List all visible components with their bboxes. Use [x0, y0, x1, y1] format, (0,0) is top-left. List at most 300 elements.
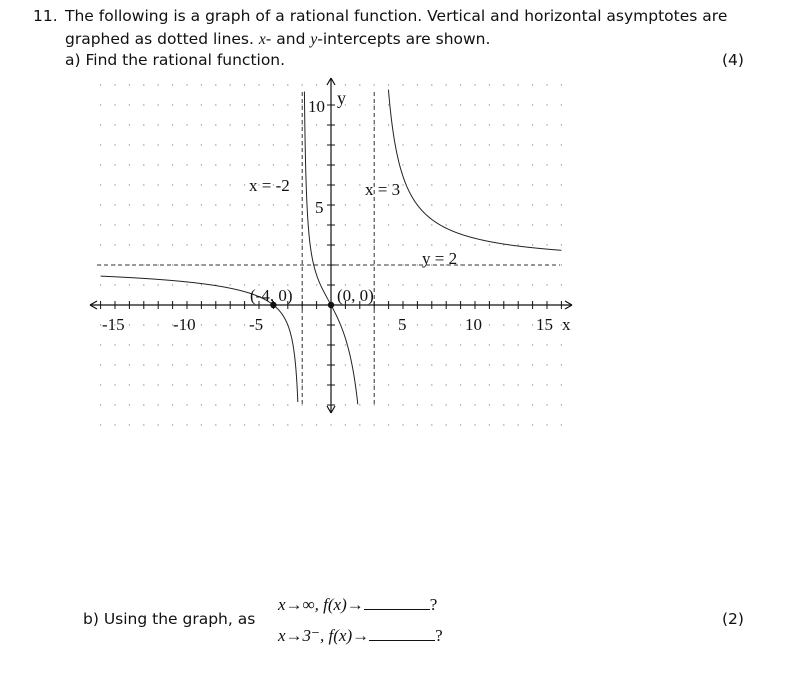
grid-dot — [258, 364, 259, 365]
grid-dot — [244, 384, 245, 385]
grid-dot — [388, 264, 389, 265]
grid-dot — [460, 164, 461, 165]
grid-dot — [417, 384, 418, 385]
grid-dot — [489, 404, 490, 405]
grid-dot — [518, 224, 519, 225]
grid-dot — [446, 204, 447, 205]
grid-dot — [143, 224, 144, 225]
grid-dot — [230, 224, 231, 225]
grid-dot — [114, 424, 115, 425]
grid-dot — [258, 124, 259, 125]
grid-dot — [374, 244, 375, 245]
grid-dot — [359, 424, 360, 425]
grid-dot — [215, 244, 216, 245]
grid-dot — [359, 184, 360, 185]
grid-dot — [230, 384, 231, 385]
grid-dot — [172, 124, 173, 125]
grid-dot — [316, 124, 317, 125]
limit-1-qmark: ? — [429, 595, 438, 614]
grid-dot — [172, 404, 173, 405]
grid-dot — [215, 204, 216, 205]
grid-dot — [230, 324, 231, 325]
grid-dot — [244, 84, 245, 85]
grid-dot — [172, 364, 173, 365]
grid-dot — [546, 404, 547, 405]
grid-dot — [474, 84, 475, 85]
grid-dot — [446, 244, 447, 245]
grid-dot — [431, 364, 432, 365]
grid-dot — [244, 424, 245, 425]
grid-dot — [359, 84, 360, 85]
grid-dot — [546, 184, 547, 185]
grid-dot — [244, 284, 245, 285]
grid-dot — [431, 104, 432, 105]
part-b-marks: (2) — [722, 610, 744, 628]
grid-dot — [417, 84, 418, 85]
grid-dot — [273, 404, 274, 405]
grid-dot — [273, 364, 274, 365]
grid-dot — [402, 384, 403, 385]
grid-dot — [287, 384, 288, 385]
grid-dot — [230, 124, 231, 125]
grid-dot — [215, 384, 216, 385]
grid-dot — [114, 224, 115, 225]
grid-dot — [388, 204, 389, 205]
grid-dot — [532, 204, 533, 205]
grid-dot — [287, 144, 288, 145]
grid-dot — [503, 84, 504, 85]
part-b-text: b) Using the graph, as — [83, 610, 256, 628]
grid-dot — [114, 204, 115, 205]
question-line-1: The following is a graph of a rational function. Vertical and horizontal asymptotes are — [65, 7, 728, 25]
grid-dot — [201, 364, 202, 365]
answer-blank-2[interactable] — [369, 626, 435, 641]
grid-dot — [287, 364, 288, 365]
grid-dot — [532, 384, 533, 385]
grid-dot — [129, 384, 130, 385]
grid-dot — [503, 184, 504, 185]
x-tick-label: 15 — [536, 315, 553, 334]
grid-dot — [129, 84, 130, 85]
grid-dot — [316, 244, 317, 245]
grid-dot — [287, 84, 288, 85]
grid-dot — [359, 144, 360, 145]
grid-dot — [129, 204, 130, 205]
grid-dot — [503, 324, 504, 325]
grid-dot — [345, 404, 346, 405]
grid-dot — [417, 264, 418, 265]
grid-dot — [374, 84, 375, 85]
grid-dot — [345, 144, 346, 145]
grid-dot — [244, 124, 245, 125]
grid-dot — [446, 284, 447, 285]
grid-dot — [244, 104, 245, 105]
grid-dot — [244, 184, 245, 185]
grid-dot — [561, 424, 562, 425]
grid-dot — [100, 204, 101, 205]
grid-dot — [201, 164, 202, 165]
grid-dot — [345, 364, 346, 365]
grid-dot — [186, 344, 187, 345]
grid-dot — [474, 344, 475, 345]
grid-dot — [316, 364, 317, 365]
grid-dot — [302, 104, 303, 105]
grid-dot — [417, 364, 418, 365]
grid-dot — [186, 184, 187, 185]
grid-dot — [186, 144, 187, 145]
grid-dot — [273, 324, 274, 325]
grid-dot — [546, 364, 547, 365]
grid-dot — [129, 164, 130, 165]
grid-dot — [158, 424, 159, 425]
grid-dot — [489, 224, 490, 225]
grid-dot — [186, 244, 187, 245]
grid-dot — [143, 164, 144, 165]
grid-dot — [518, 404, 519, 405]
grid-dot — [359, 164, 360, 165]
x-tick-label: 5 — [398, 315, 407, 334]
grid-dot — [100, 184, 101, 185]
grid-dot — [446, 184, 447, 185]
grid-dot — [431, 384, 432, 385]
grid-dot — [474, 244, 475, 245]
asymptote-label-y-2: y = 2 — [422, 249, 458, 268]
grid-dot — [230, 424, 231, 425]
grid-dot — [114, 164, 115, 165]
grid-dot — [143, 364, 144, 365]
grid-dot — [518, 324, 519, 325]
grid-dot — [417, 404, 418, 405]
grid-dot — [230, 204, 231, 205]
grid-dot — [388, 124, 389, 125]
grid-dot — [100, 104, 101, 105]
grid-dot — [258, 424, 259, 425]
x-tick-label: -10 — [173, 315, 196, 334]
grid-dot — [561, 384, 562, 385]
line2-prefix: graphed as dotted lines. — [65, 30, 254, 48]
grid-dot — [460, 284, 461, 285]
grid-dot — [561, 244, 562, 245]
grid-dot — [114, 384, 115, 385]
grid-dot — [158, 364, 159, 365]
grid-dot — [201, 204, 202, 205]
grid-dot — [302, 124, 303, 125]
grid-dot — [201, 104, 202, 105]
grid-dot — [114, 404, 115, 405]
grid-dot — [374, 424, 375, 425]
grid-dot — [460, 204, 461, 205]
grid-dot — [172, 104, 173, 105]
grid-dot — [546, 344, 547, 345]
grid-dot — [230, 364, 231, 365]
grid-dot — [215, 84, 216, 85]
grid-dot — [503, 404, 504, 405]
grid-dot — [143, 264, 144, 265]
grid-dot — [532, 184, 533, 185]
grid-dot — [287, 124, 288, 125]
grid-dot — [258, 344, 259, 345]
grid-dot — [273, 424, 274, 425]
grid-dot — [100, 384, 101, 385]
grid-dot — [143, 384, 144, 385]
grid-dot — [388, 384, 389, 385]
grid-dot — [417, 424, 418, 425]
x-axis-label: x — [562, 315, 571, 334]
grid-dot — [402, 164, 403, 165]
grid-dot — [474, 124, 475, 125]
grid-dot — [489, 204, 490, 205]
answer-blank-1[interactable] — [364, 595, 430, 610]
grid-dot — [460, 124, 461, 125]
grid-dot — [561, 224, 562, 225]
grid-dot — [215, 164, 216, 165]
grid-dot — [417, 164, 418, 165]
grid-dot — [316, 144, 317, 145]
grid-dot — [172, 284, 173, 285]
grid-dot — [230, 284, 231, 285]
x-tick-label: -15 — [102, 315, 125, 334]
grid-dot — [446, 364, 447, 365]
grid-dot — [388, 424, 389, 425]
grid-dot — [100, 144, 101, 145]
grid-dot — [474, 184, 475, 185]
grid-dot — [273, 164, 274, 165]
grid-dot — [546, 124, 547, 125]
grid-dot — [518, 204, 519, 205]
grid-dot — [446, 164, 447, 165]
grid-dot — [158, 264, 159, 265]
grid-dot — [186, 84, 187, 85]
grid-dot — [518, 364, 519, 365]
grid-dot — [446, 384, 447, 385]
grid-dot — [532, 144, 533, 145]
grid-dot — [143, 84, 144, 85]
grid-dot — [215, 224, 216, 225]
grid-dot — [402, 364, 403, 365]
grid-dot — [201, 124, 202, 125]
grid-dot — [446, 124, 447, 125]
grid-dot — [518, 284, 519, 285]
grid-dot — [186, 164, 187, 165]
grid-dot — [388, 324, 389, 325]
grid-dot — [561, 84, 562, 85]
grid-dot — [129, 424, 130, 425]
grid-dot — [186, 104, 187, 105]
part-a-marks: (4) — [722, 51, 744, 69]
grid-dot — [215, 144, 216, 145]
grid-dot — [561, 164, 562, 165]
grid-dot — [345, 164, 346, 165]
grid-dot — [474, 384, 475, 385]
grid-dot — [402, 284, 403, 285]
grid-dot — [546, 164, 547, 165]
limit-1-expr: x→∞, f(x)→ — [278, 595, 364, 614]
grid-dot — [244, 324, 245, 325]
grid-dot — [244, 364, 245, 365]
grid-dot — [114, 364, 115, 365]
grid-dot — [489, 184, 490, 185]
axes — [90, 78, 572, 413]
grid-dot — [402, 404, 403, 405]
grid-dot — [316, 324, 317, 325]
grid-dot — [114, 144, 115, 145]
grid-dot — [100, 284, 101, 285]
grid-dot — [100, 364, 101, 365]
grid-dot — [158, 244, 159, 245]
grid-dot — [287, 104, 288, 105]
grid-dot — [489, 424, 490, 425]
grid-dot — [186, 404, 187, 405]
grid-dot — [474, 164, 475, 165]
grid-dot — [316, 344, 317, 345]
grid-dot — [388, 104, 389, 105]
intercept-label-origin: (0, 0) — [337, 286, 374, 305]
grid-dot — [388, 244, 389, 245]
grid-dot — [258, 164, 259, 165]
grid-dot — [532, 104, 533, 105]
grid-dot — [273, 244, 274, 245]
grid-dot — [359, 124, 360, 125]
grid-dot — [431, 84, 432, 85]
grid-dot — [114, 284, 115, 285]
grid-dot — [345, 224, 346, 225]
grid-dot — [158, 284, 159, 285]
grid-dot — [258, 224, 259, 225]
grid-dot — [302, 424, 303, 425]
grid-dot — [215, 104, 216, 105]
grid-dot — [489, 364, 490, 365]
grid-dot — [186, 424, 187, 425]
grid-dot — [561, 364, 562, 365]
grid-dot — [230, 104, 231, 105]
grid-dot — [402, 124, 403, 125]
grid-dot — [417, 324, 418, 325]
grid-dot — [143, 424, 144, 425]
grid-dot — [489, 324, 490, 325]
grid-dot — [230, 184, 231, 185]
grid-dot — [230, 84, 231, 85]
grid-dot — [460, 364, 461, 365]
grid-dot — [230, 344, 231, 345]
grid-dot — [345, 424, 346, 425]
grid-dot — [114, 184, 115, 185]
grid-dot — [388, 224, 389, 225]
grid-dot — [532, 424, 533, 425]
grid-dot — [316, 84, 317, 85]
line2-y-var: y — [310, 31, 318, 48]
grid-dot — [417, 224, 418, 225]
grid-dot — [431, 164, 432, 165]
grid-dot — [561, 124, 562, 125]
grid-dot — [431, 284, 432, 285]
grid-dot — [172, 344, 173, 345]
grid-dot — [532, 244, 533, 245]
grid-dot — [172, 264, 173, 265]
grid-dot — [158, 224, 159, 225]
line2-suffix: -intercepts are shown. — [317, 30, 491, 48]
grid-dot — [402, 104, 403, 105]
grid-dot — [431, 184, 432, 185]
grid-dot — [489, 244, 490, 245]
grid-dot — [503, 144, 504, 145]
grid-dot — [345, 204, 346, 205]
grid-dot — [546, 424, 547, 425]
grid-dot — [186, 364, 187, 365]
grid-dot — [143, 144, 144, 145]
grid-dot — [446, 144, 447, 145]
grid-dot — [273, 384, 274, 385]
grid-dot — [129, 104, 130, 105]
grid-dot — [114, 124, 115, 125]
grid-dot — [431, 224, 432, 225]
grid-dot — [460, 184, 461, 185]
grid-dot — [417, 124, 418, 125]
grid-dot — [503, 364, 504, 365]
grid-dot — [359, 364, 360, 365]
grid-dot — [114, 344, 115, 345]
grid-dot — [374, 384, 375, 385]
grid-dot — [201, 224, 202, 225]
grid-dot — [201, 284, 202, 285]
grid-dot — [215, 364, 216, 365]
grid-dot — [374, 104, 375, 105]
grid-dot — [302, 84, 303, 85]
grid-dot — [503, 204, 504, 205]
grid-dot — [287, 404, 288, 405]
grid-dot — [215, 344, 216, 345]
grid-dot — [186, 384, 187, 385]
grid-dot — [158, 384, 159, 385]
grid-dot — [402, 204, 403, 205]
grid-dot — [143, 284, 144, 285]
grid-dot — [100, 404, 101, 405]
grid-dot — [330, 424, 331, 425]
limit-2-qmark: ? — [435, 626, 443, 645]
grid-dot — [474, 204, 475, 205]
grid-dot — [129, 124, 130, 125]
grid-dot — [431, 404, 432, 405]
grid-dot — [143, 344, 144, 345]
grid-dot — [489, 84, 490, 85]
grid-dot — [316, 384, 317, 385]
grid-dot — [287, 204, 288, 205]
grid-dot — [388, 364, 389, 365]
intercept-label-neg4: (-4, 0) — [250, 286, 293, 305]
y-axis-label: y — [337, 88, 346, 108]
grid-dot — [518, 344, 519, 345]
line2-x-var: x — [258, 31, 266, 48]
grid-dot — [345, 244, 346, 245]
grid-dot — [172, 84, 173, 85]
grid-dot — [460, 84, 461, 85]
grid-dot — [201, 384, 202, 385]
grid-dot — [446, 404, 447, 405]
grid-dot — [172, 204, 173, 205]
grid-dot — [273, 144, 274, 145]
grid-dot — [359, 204, 360, 205]
grid-dot — [503, 164, 504, 165]
grid-dot — [158, 124, 159, 125]
grid-dot — [100, 344, 101, 345]
grid-dot — [158, 84, 159, 85]
curve-right-branch — [388, 90, 561, 251]
grid-dot — [489, 384, 490, 385]
grid-dot — [158, 404, 159, 405]
grid-dot — [561, 184, 562, 185]
grid-dot — [258, 144, 259, 145]
intercept-point — [328, 302, 334, 308]
grid-dot — [201, 184, 202, 185]
